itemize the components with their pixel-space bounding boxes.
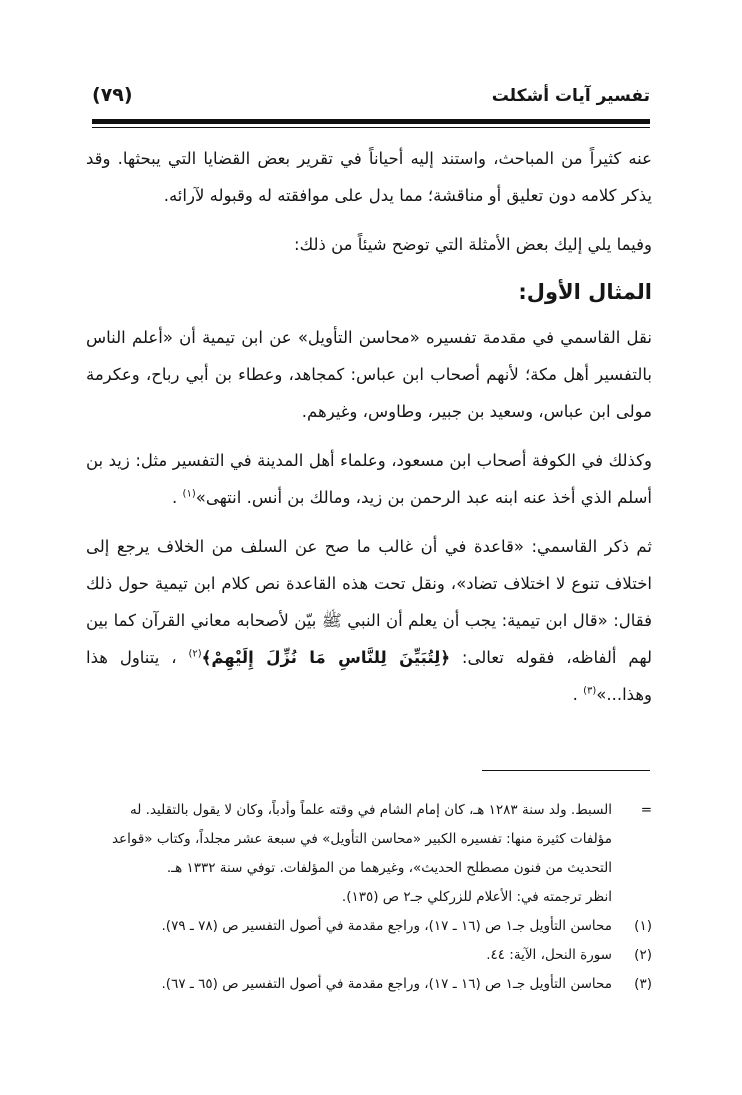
paragraph-5-text-a: ثم ذكر القاسمي: «قاعدة في أن غالب ما صح عن السلف من الخلاف يرجع إلى اختلاف تنوع لا اختلاف تضاد»، ونقل تحت هذه القاعدة نص كلام ابن تيمية حول ذلك فقال: «قال ابن تيمية: يجب أن يعلم أن النبي ﷺ بيّن لأصحابه معاني القرآن كما بين لهم ألفاظه، فقوله تعالى: bbox=[86, 537, 653, 667]
quran-verse: ﴿لِتُبَيِّنَ لِلنَّاسِ مَا نُزِّلَ إِلَيْهِمْ﴾ bbox=[201, 648, 451, 667]
header-rule-thin bbox=[92, 127, 650, 128]
paragraph-4 bbox=[86, 442, 652, 516]
footnote-ref-2: (٢) bbox=[188, 648, 202, 660]
footnotes bbox=[92, 796, 654, 999]
footnote-continuation-line: مؤلفات كثيرة منها: تفسيره الكبير «محاسن التأويل» في سبعة عشر مجلداً، وكتاب «قواعد bbox=[111, 831, 612, 847]
footnote-1 bbox=[92, 912, 654, 941]
footnote-ref-1: (١) bbox=[182, 488, 196, 500]
footnote-3 bbox=[92, 970, 654, 999]
page-header bbox=[92, 80, 650, 120]
footnote-ref-3: (٣) bbox=[583, 685, 597, 697]
paragraph-5-end: . bbox=[572, 685, 578, 704]
paragraph-4-end: . bbox=[172, 488, 178, 507]
footnote-2-mark: (٢) bbox=[634, 947, 652, 963]
section-heading bbox=[86, 275, 652, 309]
section-heading-text: المثال الأول: bbox=[518, 280, 652, 304]
footnote-continuation-line: انظر ترجمته في: الأعلام للزركلي جـ٢ ص (١٣٥). bbox=[341, 889, 612, 905]
footnote-1-text: محاسن التأويل جـ١ ص (١٦ ـ ١٧)، وراجع مقدمة في أصول التفسير ص (٧٨ ـ ٧٩). bbox=[161, 918, 612, 934]
page-number: (٧٩) bbox=[92, 84, 133, 106]
paragraph-5 bbox=[86, 528, 652, 713]
footnote-1-mark: (١) bbox=[634, 918, 652, 934]
paragraph-4-text: وكذلك في الكوفة أصحاب ابن مسعود، وعلماء أهل المدينة في التفسير مثل: زيد بن أسلم الذي أخذ عنه ابنه عبد الرحمن بن زيد، ومالك بن أنس. انتهى» bbox=[86, 451, 652, 507]
footnote-continuation-mark: = bbox=[640, 802, 652, 818]
footnote-3-text: محاسن التأويل جـ١ ص (١٦ ـ ١٧)، وراجع مقدمة في أصول التفسير ص (٦٥ ـ ٦٧). bbox=[161, 976, 612, 992]
footnote-continuation-line: السبط. ولد سنة ١٢٨٣ هـ، كان إمام الشام في وقته علماً وأدباً، وكان لا يقول بالتقليد. له bbox=[130, 802, 612, 818]
footnote-2 bbox=[92, 941, 654, 970]
footnote-continuation-line: التحديث من فنون مصطلح الحديث»، وغيرهما من المؤلفات. توفي سنة ١٣٣٢ هـ. bbox=[166, 860, 612, 876]
paragraph-2: وفيما يلي إليك بعض الأمثلة التي توضح شيئاً من ذلك: bbox=[294, 235, 652, 254]
running-title: تفسير آيات أشكلت bbox=[491, 86, 650, 106]
header-rule-thick bbox=[92, 119, 650, 124]
footnote-separator bbox=[482, 770, 650, 771]
paragraph-1: عنه كثيراً من المباحث، واستند إليه أحياناً في تقرير بعض القضايا التي يبحثها. وقد يذكر كلامه دون تعليق أو مناقشة؛ مما يدل على موافقته له وقبوله لآرائه. bbox=[86, 149, 652, 205]
paragraph-5-text-b: ، يتناول هذا وهذا...» bbox=[86, 648, 652, 704]
main-text bbox=[86, 140, 652, 725]
footnote-3-mark: (٣) bbox=[634, 976, 652, 992]
footnote-2-text: سورة النحل، الآية: ٤٤. bbox=[486, 947, 612, 963]
paragraph-3: نقل القاسمي في مقدمة تفسيره «محاسن التأويل» عن ابن تيمية أن «أعلم الناس بالتفسير أهل مكة؛ لأنهم أصحاب ابن عباس: كمجاهد، وعطاء بن أبي رباح، وعكرمة مولى ابن عباس، وسعيد بن جبير، وطاوس، وغيرهم. bbox=[86, 328, 652, 421]
footnote-continuation bbox=[92, 796, 654, 825]
